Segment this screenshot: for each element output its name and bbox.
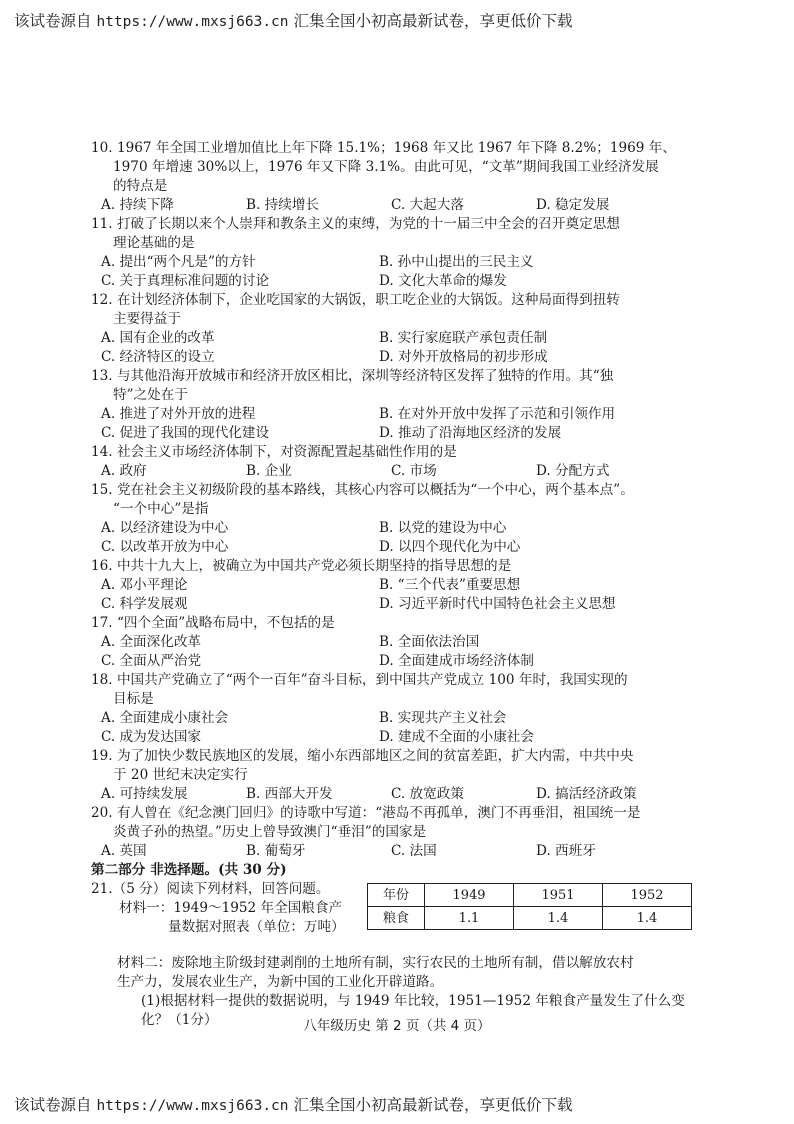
answer-options [91,329,771,367]
q21-instruction: 21.（5 分）阅读下列材料，回答问题。 [91,881,330,897]
question-block [91,481,771,557]
answer-option[interactable]: D. 文化大革命的爆发 [379,273,507,289]
material2-text-cont: 生产力，发展农业生产，为新中国的工业化开辟道路。 [117,974,444,990]
answer-option[interactable]: B. 实行家庭联产承包责任制 [379,330,548,346]
table-year-cell: 1952 [603,884,692,907]
answer-options [91,576,771,614]
answer-option[interactable]: C. 大起大落 [391,197,464,213]
question-stem: 10. 1967 年全国工业增加值比上年下降 15.1%；1968 年又比 1967 年下降 8.2%；1969 年、 [91,140,676,156]
source-banner-top [14,9,572,31]
question-block [91,614,771,671]
answer-options [91,633,771,671]
answer-option[interactable]: D. 习近平新时代中国特色社会主义思想 [379,596,616,612]
banner-url[interactable]: https://www.mxsj663.cn [96,1098,289,1114]
answer-option[interactable]: D. 建成不全面的小康社会 [379,729,534,745]
answer-option[interactable]: D. 对外开放格局的初步形成 [379,349,548,365]
answer-option[interactable]: A. 持续下降 [101,197,174,213]
question-21 [91,880,771,954]
question-stem: 目标是 [113,691,154,707]
answer-option[interactable]: B. 孙中山提出的三民主义 [379,254,534,270]
answer-options [91,519,771,557]
answer-options [91,462,771,481]
table-row-label: 粮食 [368,907,425,930]
answer-option[interactable]: A. 可持续发展 [101,786,188,802]
answer-option[interactable]: C. 经济特区的设立 [101,349,215,365]
answer-option[interactable]: D. 搞活经济政策 [536,786,637,802]
answer-option[interactable]: B. 以党的建设为中心 [379,520,507,536]
answer-option[interactable]: A. 国有企业的改革 [101,330,215,346]
answer-option[interactable]: D. 西班牙 [536,843,596,859]
question-stem: 特”之处在于 [113,387,188,403]
answer-options [91,196,771,215]
subquestion-1: (1)根据材料一提供的数据说明，与 1949 年比较，1951—1952 年粮食产量发生了什么变 [141,993,685,1009]
banner-url[interactable]: https://www.mxsj663.cn [96,14,289,30]
table-header-label: 年份 [368,884,425,907]
question-stem: 理论基础的是 [113,235,195,251]
question-block [91,443,771,481]
question-stem: 20. 有人曾在《纪念澳门回归》的诗歌中写道：“港岛不再孤单，澳门不再垂泪，祖国统一是 [91,805,641,821]
answer-option[interactable]: D. 稳定发展 [536,197,610,213]
question-block [91,367,771,443]
answer-option[interactable]: C. 法国 [391,843,437,859]
grain-output-table [367,883,692,930]
question-block [91,557,771,614]
question-stem: “一个中心”是指 [113,501,209,517]
part2-title: 第二部分 非选择题。(共 30 分) [91,862,287,878]
material1-caption-cont: 量数据对照表（单位：万吨） [168,919,345,935]
answer-option[interactable]: C. 以改革开放为中心 [101,539,229,555]
material1-caption: 材料一：1949～1952 年全国粮食产 [119,900,343,916]
answer-option[interactable]: A. 全面深化改革 [101,634,202,650]
answer-option[interactable]: D. 分配方式 [536,463,610,479]
answer-option[interactable]: B. 企业 [246,463,292,479]
answer-option[interactable]: C. 全面从严治党 [101,653,202,669]
question-stem: 14. 社会主义市场经济体制下，对资源配置起基础性作用的是 [91,444,457,460]
table-year-cell: 1949 [425,884,514,907]
question-stem: 15. 党在社会主义初级阶段的基本路线，其核心内容可以概括为“一个中心，两个基本点”。 [91,482,634,498]
source-banner-bottom [14,1093,572,1115]
answer-option[interactable]: C. 科学发展观 [101,596,188,612]
question-block [91,671,771,747]
answer-option[interactable]: C. 放宽政策 [391,786,464,802]
question-block [91,291,771,367]
question-stem: 于 20 世纪末决定实行 [113,767,248,783]
answer-option[interactable]: C. 成为发达国家 [101,729,202,745]
answer-options [91,842,771,861]
question-stem: 16. 中共十九大上，被确立为中国共产党必须长期坚持的指导思想的是 [91,558,512,574]
question-stem: 11. 打破了长期以来个人崇拜和教条主义的束缚，为党的十一届三中全会的召开奠定思想 [91,216,620,232]
subquestion-1-cont: 化？（1分） [141,1012,218,1028]
table-value-cell: 1.4 [603,907,692,930]
banner-prefix: 该试卷源自 [14,1096,92,1114]
answer-option[interactable]: B. 全面依法治国 [379,634,480,650]
question-stem: 主要得益于 [113,311,181,327]
exam-page [91,139,771,1030]
answer-option[interactable]: A. 政府 [101,463,147,479]
answer-options [91,405,771,443]
banner-suffix: 汇集全国小初高最新试卷，享更低价下载 [293,12,573,30]
question-stem: 12. 在计划经济体制下，企业吃国家的大锅饭，职工吃企业的大锅饭。这种局面得到扭转 [91,292,620,308]
answer-option[interactable]: A. 邓小平理论 [101,577,188,593]
answer-option[interactable]: A. 推进了对外开放的进程 [101,406,256,422]
table-header-row [368,884,692,907]
answer-option[interactable]: D. 以四个现代化为中心 [379,539,521,555]
table-year-cell: 1951 [514,884,603,907]
material2-text: 材料二：废除地主阶级封建剥削的土地所有制，实行农民的土地所有制，借以解放农村 [117,955,634,971]
answer-options [91,709,771,747]
answer-option[interactable]: C. 关于真理标准问题的讨论 [101,273,270,289]
question-stem: 18. 中国共产党确立了“两个一百年”奋斗目标，到中国共产党成立 100 年时，我国实现的 [91,672,628,688]
answer-option[interactable]: A. 提出“两个凡是”的方针 [101,254,256,270]
question-stem: 13. 与其他沿海开放城市和经济开放区相比，深圳等经济特区发挥了独特的作用。其“独 [91,368,614,384]
table-value-cell: 1.4 [514,907,603,930]
answer-option[interactable]: B. 葡萄牙 [246,843,306,859]
question-stem: 炎黄子孙的热望。”历史上曾导致澳门“垂泪”的国家是 [113,824,427,840]
question-block [91,747,771,804]
banner-suffix: 汇集全国小初高最新试卷，享更低价下载 [293,1096,573,1114]
question-stem: 的特点是 [113,178,168,194]
answer-options [91,253,771,291]
answer-option[interactable]: C. 市场 [391,463,437,479]
question-block [91,215,771,291]
banner-prefix: 该试卷源自 [14,12,92,30]
answer-option[interactable]: D. 推动了沿海地区经济的发展 [379,425,562,441]
question-stem: 19. 为了加快少数民族地区的发展，缩小东西部地区之间的贫富差距，扩大内需，中共中央 [91,748,634,764]
question-stem: 17. “四个全面”战略布局中，不包括的是 [91,615,335,631]
answer-option[interactable]: B. 西部大开发 [246,786,333,802]
page-footer: 八年级历史 第 2 页（共 4 页） [303,1018,491,1034]
table-row [368,907,692,930]
answer-option[interactable]: A. 以经济建设为中心 [101,520,229,536]
question-stem: 1970 年增速 30%以上，1976 年又下降 3.1%。由此可见，“文革”期间我国工业经济发展 [113,159,659,175]
answer-option[interactable]: B. 实现共产主义社会 [379,710,507,726]
question-block [91,139,771,215]
answer-option[interactable]: C. 促进了我国的现代化建设 [101,425,270,441]
question-block [91,804,771,861]
answer-option[interactable]: A. 英国 [101,843,147,859]
answer-option[interactable]: B. 持续增长 [246,197,320,213]
answer-option[interactable]: B. 在对外开放中发挥了示范和引领作用 [379,406,616,422]
answer-options [91,785,771,804]
answer-option[interactable]: A. 全面建成小康社会 [101,710,229,726]
answer-option[interactable]: B. “三个代表”重要思想 [379,577,521,593]
answer-option[interactable]: D. 全面建成市场经济体制 [379,653,534,669]
table-value-cell: 1.1 [425,907,514,930]
